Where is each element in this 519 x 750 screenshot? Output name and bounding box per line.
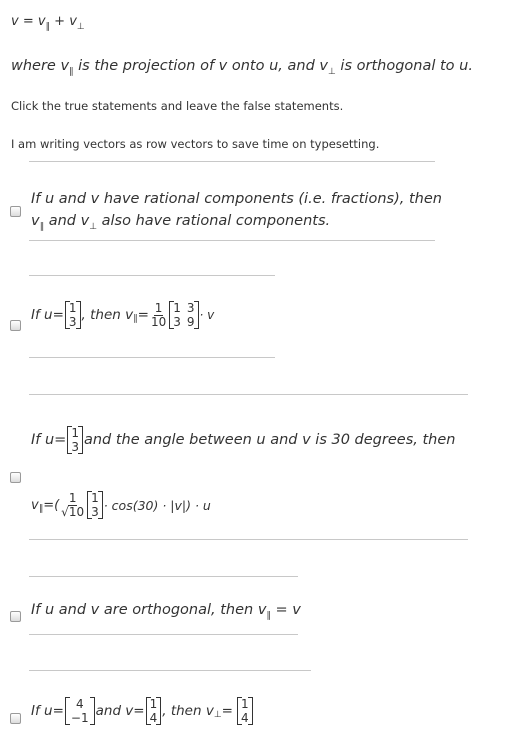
s3-u1: 3: [71, 440, 79, 454]
s2-tail: · v: [199, 308, 215, 322]
s5-v-vector: [146, 697, 162, 725]
s3-tail: · cos(30) · |v|) · u: [103, 497, 211, 513]
s5-v1: 4: [149, 711, 158, 725]
divider: [29, 275, 275, 276]
s1-and-v: and v: [44, 213, 90, 229]
divider: [29, 394, 468, 395]
statement-5-checkbox[interactable]: [10, 713, 21, 724]
statement-1-line2[interactable]: [31, 213, 331, 232]
s3-eq: =(: [43, 497, 60, 513]
statement-1-line1[interactable]: If u and v have rational components (i.e. fractions), then: [31, 191, 442, 207]
s5-then: , then v: [162, 703, 214, 719]
s3-fraction: [61, 492, 84, 519]
s3-frac-den: √10: [61, 504, 85, 519]
statement-3-line1[interactable]: [31, 426, 455, 454]
s3-v: v: [31, 497, 39, 513]
statement-3-checkbox[interactable]: [10, 472, 21, 483]
s5-if-u: If u=: [31, 703, 64, 719]
s2-fraction: [151, 302, 166, 329]
divider: [29, 634, 298, 635]
s3-rest: and the angle between u and v is 30 degrees, then: [83, 432, 456, 448]
s3-frac-num: 1: [68, 490, 77, 505]
s5-u1: −1: [70, 711, 89, 725]
divider: [29, 240, 435, 241]
desc-sub-parallel: ∥: [69, 67, 74, 77]
note-text: I am writing vectors as row vectors to save time on typesetting.: [11, 137, 380, 151]
divider: [29, 161, 435, 162]
s5-and-v: and v=: [95, 703, 145, 719]
desc-sub-perp: ⊥: [327, 67, 336, 77]
s3-u-vector: [67, 426, 83, 454]
s2-u0: 1: [68, 301, 77, 315]
s5-r1: 4: [240, 711, 249, 725]
desc-end: is orthogonal to u.: [335, 58, 473, 74]
statement-2-checkbox[interactable]: [10, 320, 21, 331]
decomposition-equation: [11, 14, 85, 32]
s3-vec1: 3: [91, 505, 99, 519]
statement-4[interactable]: [31, 602, 301, 621]
s3-vector: [87, 491, 103, 519]
s1-v: v: [31, 213, 40, 229]
divider: [29, 539, 468, 540]
s2-matrix-row2: [173, 315, 194, 329]
s2-m01: 3: [186, 301, 195, 315]
s4-text-a: If u and v are orthogonal, then v: [31, 602, 267, 618]
s5-sub-perp: ⊥: [213, 710, 222, 720]
s5-u0: 4: [75, 697, 84, 711]
description: [11, 58, 473, 77]
s2-frac-den: 10: [150, 314, 167, 329]
divider: [29, 357, 275, 358]
s5-v0: 1: [149, 697, 158, 711]
s2-matrix: [169, 301, 198, 329]
s1-sub-par: ∥: [39, 222, 45, 232]
divider: [29, 576, 298, 577]
s5-r0: 1: [240, 697, 249, 711]
eq-sub-perp: ⊥: [76, 22, 85, 32]
eq-sub-parallel: ∥: [45, 22, 51, 32]
eq-lhs: v = v: [11, 14, 46, 29]
s2-sub-par: ∥: [133, 314, 138, 324]
eq-plus: + v: [50, 14, 77, 29]
s2-m11: 9: [186, 315, 195, 329]
s3-u0: 1: [71, 426, 79, 440]
s2-u1: 3: [68, 315, 77, 329]
s2-m00: 1: [173, 301, 181, 315]
s2-if-u: If u=: [31, 307, 64, 323]
statement-2[interactable]: [31, 301, 214, 329]
s5-eq: =: [221, 703, 233, 719]
statement-1-checkbox[interactable]: [10, 206, 21, 217]
s2-m10: 3: [173, 315, 181, 329]
divider: [29, 670, 311, 671]
desc-mid: is the projection of v onto u, and v: [73, 58, 328, 74]
s3-vec0: 1: [91, 491, 99, 505]
s4-text-b: = v: [270, 602, 301, 618]
s1-sub-perp: ⊥: [89, 222, 98, 232]
s2-frac-num: 1: [154, 300, 163, 315]
s5-result-vector: [237, 697, 253, 725]
s2-matrix-row1: [173, 301, 194, 315]
s3-sub-par: ∥: [38, 504, 44, 514]
statement-4-checkbox[interactable]: [10, 611, 21, 622]
s2-eq: =: [137, 307, 149, 323]
s2-then: , then v: [81, 307, 134, 323]
statement-3-line2[interactable]: [31, 491, 211, 519]
s5-u-vector: [65, 697, 95, 725]
s2-u-vector: [65, 301, 81, 329]
statement-5[interactable]: [31, 697, 254, 725]
s3-if-u: If u=: [31, 432, 67, 448]
desc-where: where v: [11, 58, 70, 74]
instruction-text: Click the true statements and leave the false statements.: [11, 99, 344, 113]
s4-sub-par: ∥: [266, 611, 271, 621]
s1-tail: also have rational components.: [97, 213, 331, 229]
